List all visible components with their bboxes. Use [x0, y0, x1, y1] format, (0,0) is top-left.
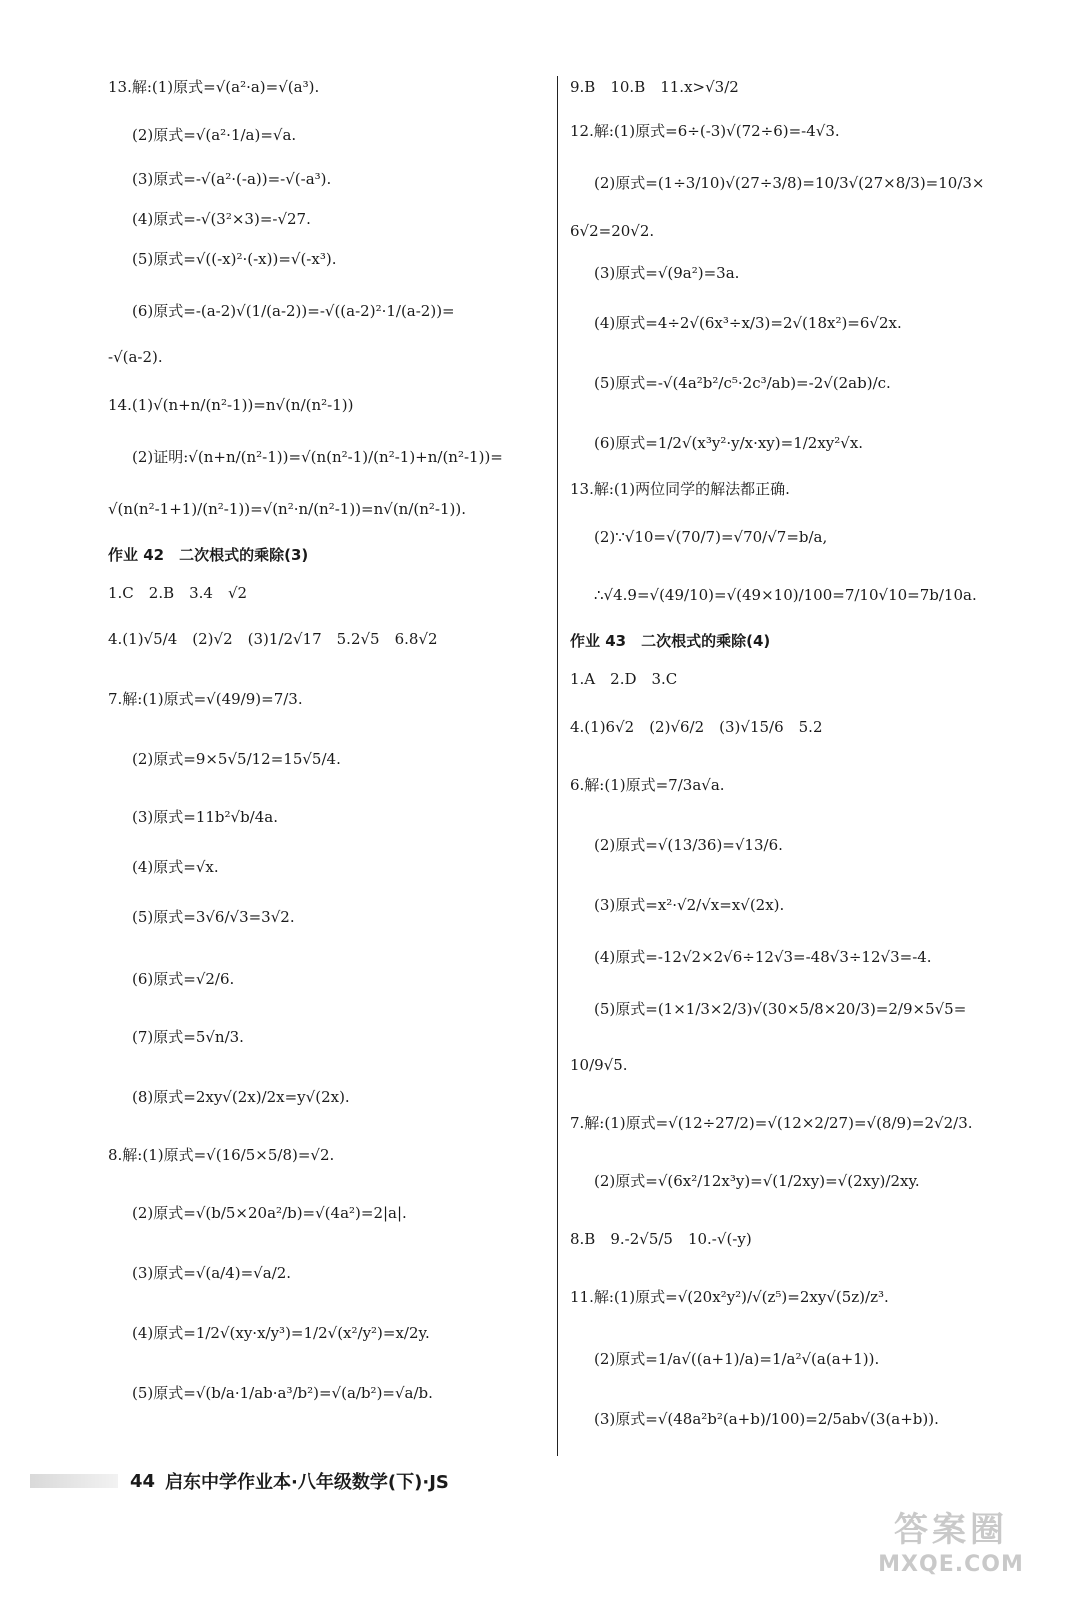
footer-decor-bar [30, 1474, 118, 1488]
page-footer [30, 1466, 449, 1496]
answer-line: (4)原式=√x. [132, 858, 219, 876]
answer-line: 13.解:(1)两位同学的解法都正确. [570, 480, 790, 498]
answer-line: (2)证明:√(n+n/(n²-1))=√(n(n²-1)/(n²-1)+n/(n²-1))= [132, 448, 503, 466]
answer-line: (2)原式=√(6x²/12x³y)=√(1/2xy)=√(2xy)/2xy. [594, 1172, 920, 1190]
answer-line: (5)原式=√((-x)²·(-x))=√(-x³). [132, 250, 337, 268]
section-heading: 作业 43 二次根式的乘除(4) [570, 632, 771, 650]
answer-line: (7)原式=5√n/3. [132, 1028, 244, 1046]
answer-line: √(n(n²-1+1)/(n²-1))=√(n²·n/(n²-1))=n√(n/(n²-1)). [108, 500, 467, 518]
answer-line: 13.解:(1)原式=√(a²·a)=√(a³). [108, 78, 320, 96]
answer-line: (2)原式=9×5√5/12=15√5/4. [132, 750, 341, 768]
answer-line: 12.解:(1)原式=6÷(-3)√(72÷6)=-4√3. [570, 122, 840, 140]
answer-line: 7.解:(1)原式=√(12÷27/2)=√(12×2/27)=√(8/9)=2√2/3. [570, 1114, 973, 1132]
answer-line: 11.解:(1)原式=√(20x²y²)/√(z⁵)=2xy√(5z)/z³. [570, 1288, 889, 1306]
watermark-logo [846, 1508, 1056, 1588]
answer-line: 14.(1)√(n+n/(n²-1))=n√(n/(n²-1)) [108, 396, 354, 414]
answer-line: 6√2=20√2. [570, 222, 655, 240]
answer-line: (6)原式=1/2√(x³y²·y/x·xy)=1/2xy²√x. [594, 434, 864, 452]
answer-line: (4)原式=-√(3²×3)=-√27. [132, 210, 311, 228]
answer-line: 1.C 2.B 3.4 √2 [108, 584, 248, 602]
book-title: 启东中学作业本·八年级数学(下)·JS [165, 1472, 449, 1493]
answer-line: (5)原式=(1×1/3×2/3)√(30×5/8×20/3)=2/9×5√5= [594, 1000, 967, 1018]
watermark-url: MXQE.COM [878, 1552, 1024, 1577]
answer-line: (2)原式=√(13/36)=√13/6. [594, 836, 783, 854]
answer-line: (2)原式=√(b/5×20a²/b)=√(4a²)=2|a|. [132, 1204, 407, 1222]
answer-line: (4)原式=1/2√(xy·x/y³)=1/2√(x²/y²)=x/2y. [132, 1324, 430, 1342]
answer-line: (3)原式=-√(a²·(-a))=-√(-a³). [132, 170, 332, 188]
answer-line: 9.B 10.B 11.x>√3/2 [570, 78, 739, 96]
answer-line: 4.(1)√5/4 (2)√2 (3)1/2√17 5.2√5 6.8√2 [108, 630, 438, 648]
answer-line: (8)原式=2xy√(2x)/2x=y√(2x). [132, 1088, 350, 1106]
answer-line: (3)原式=√(48a²b²(a+b)/100)=2/5ab√(3(a+b)). [594, 1410, 939, 1428]
answer-line: 8.B 9.-2√5/5 10.-√(-y) [570, 1230, 752, 1248]
answer-line: 6.解:(1)原式=7/3a√a. [570, 776, 725, 794]
answer-line: 8.解:(1)原式=√(16/5×5/8)=√2. [108, 1146, 335, 1164]
answer-line: (6)原式=√2/6. [132, 970, 235, 988]
answer-line: (5)原式=√(b/a·1/ab·a³/b²)=√(a/b²)=√a/b. [132, 1384, 433, 1402]
column-divider [557, 76, 558, 1456]
right-column [570, 76, 1020, 1430]
answer-line: (3)原式=√(9a²)=3a. [594, 264, 740, 282]
watermark-text: 答案圈 [894, 1510, 1008, 1550]
page-number: 44 [130, 1470, 156, 1492]
answer-line: 7.解:(1)原式=√(49/9)=7/3. [108, 690, 303, 708]
answer-line: (2)原式=√(a²·1/a)=√a. [132, 126, 297, 144]
answer-line: (3)原式=11b²√b/4a. [132, 808, 278, 826]
answer-line: (5)原式=-√(4a²b²/c⁵·2c³/ab)=-2√(2ab)/c. [594, 374, 891, 392]
answer-line: (5)原式=3√6/√3=3√2. [132, 908, 295, 926]
answer-line: (4)原式=4÷2√(6x³÷x/3)=2√(18x²)=6√2x. [594, 314, 902, 332]
answer-line: -√(a-2). [108, 348, 163, 366]
answer-line: (2)∵√10=√(70/7)=√70/√7=b/a, [594, 528, 828, 546]
left-column [108, 76, 548, 1404]
answer-line: 10/9√5. [570, 1056, 628, 1074]
answer-line: (6)原式=-(a-2)√(1/(a-2))=-√((a-2)²·1/(a-2))= [132, 302, 455, 320]
answer-line: (4)原式=-12√2×2√6÷12√3=-48√3÷12√3=-4. [594, 948, 932, 966]
answer-line: (2)原式=1/a√((a+1)/a)=1/a²√(a(a+1)). [594, 1350, 880, 1368]
answer-line: 4.(1)6√2 (2)√6/2 (3)√15/6 5.2 [570, 718, 823, 736]
answer-line: (3)原式=x²·√2/√x=x√(2x). [594, 896, 785, 914]
section-heading: 作业 42 二次根式的乘除(3) [108, 546, 309, 564]
answer-line: ∴√4.9=√(49/10)=√(49×10)/100=7/10√10=7b/10a. [594, 586, 977, 604]
answer-line: (3)原式=√(a/4)=√a/2. [132, 1264, 292, 1282]
answer-line: (2)原式=(1÷3/10)√(27÷3/8)=10/3√(27×8/3)=10/3× [594, 174, 985, 192]
answer-line: 1.A 2.D 3.C [570, 670, 678, 688]
